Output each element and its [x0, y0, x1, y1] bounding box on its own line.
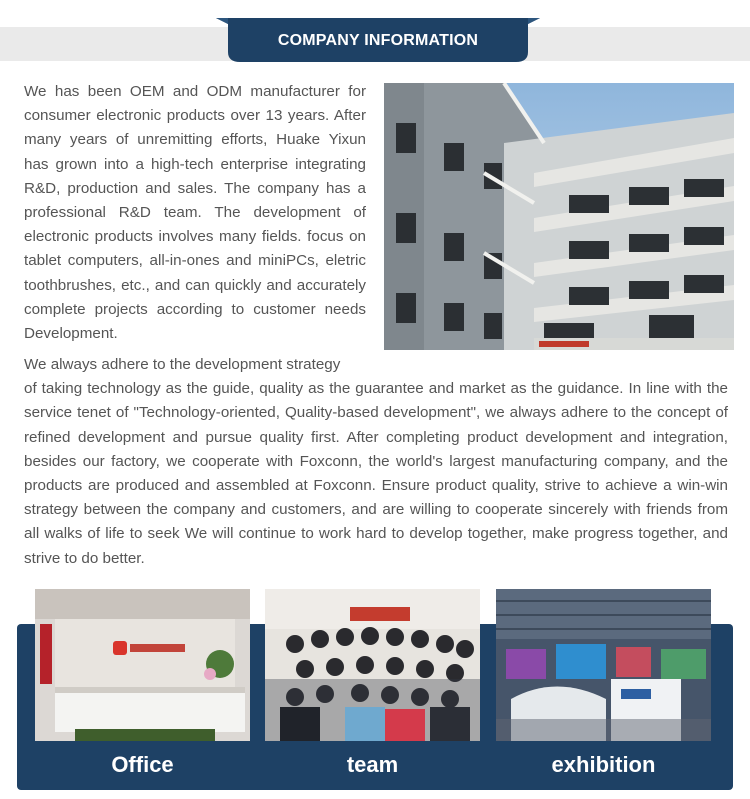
- strategy-body: of taking technology as the guide, quality as the guarantee and market as the guidance. In line with the service tenet of "Technology-oriented, Quality-based development", we always adhere to the concept of refined development and pursue quality first. After completing product development and integration, besides our factory, we cooperate with Foxconn, the world's largest manufacturing company, and the products are produced and assembled at Foxconn. Ensure product quality, strive to achieve a win-win strategy between the company and customers, and are willing to cooperate sincerely with friends from all walks of life to seek We will continue to work hard to develop together, make progress together, and strive to do better.: [24, 380, 728, 567]
- intro-paragraph: We has been OEM and ODM manufacturer for consumer electronic products over 13 years. After many years of unremitting efforts, Huake Yixun has grown into a high-tech enterprise integrating R&D, production and sales. The company has a professional R&D team. The development of electronic products involves many fields. focus on tablet computers, all-in-ones and miniPCs, eletric toothbrushes, etc., and can quickly and accurately complete projects according to customer needs Development.: [24, 83, 366, 343]
- header-tab: [216, 18, 540, 64]
- caption-exhibition: exhibition: [551, 752, 656, 777]
- strategy-first-line: We always adhere to the development strategy: [24, 356, 341, 373]
- team-photo: [265, 589, 480, 741]
- caption-office: Office: [111, 752, 174, 777]
- strategy-paragraph: [24, 353, 728, 571]
- exhibition-photo: [496, 589, 711, 741]
- building-photo: [384, 83, 734, 350]
- office-photo: [35, 589, 250, 741]
- caption-team: team: [346, 752, 399, 777]
- section-title: COMPANY INFORMATION: [277, 32, 479, 49]
